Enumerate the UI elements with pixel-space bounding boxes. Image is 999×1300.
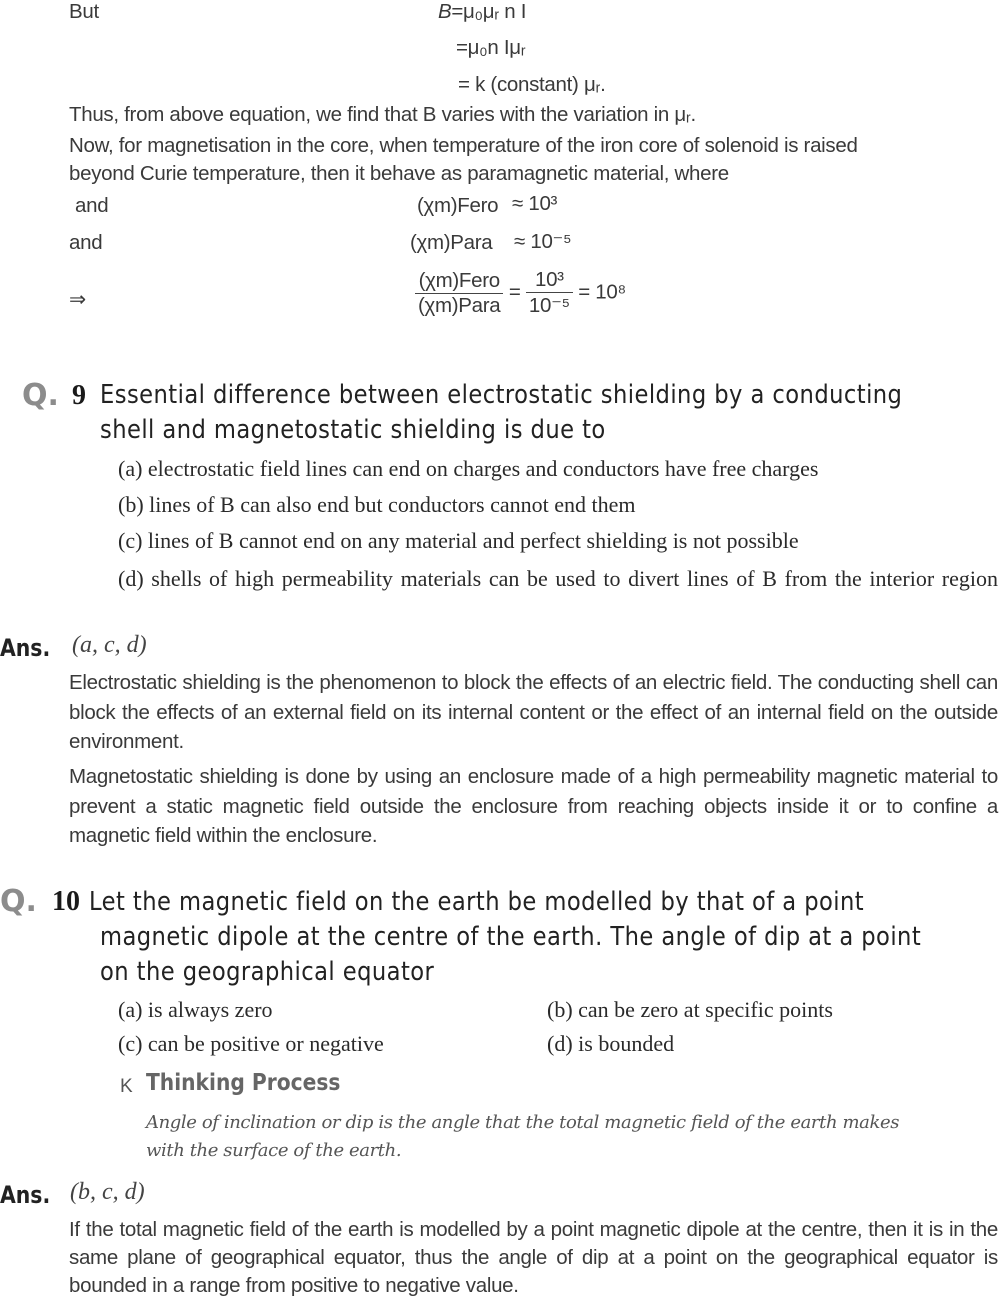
and-label-1: and xyxy=(75,194,109,217)
value-ratio: $\frac{\text{10³}}{\text{10⁻⁵}}$ xyxy=(526,268,573,318)
and-label-2: and xyxy=(69,231,103,254)
question-marker-icon: Q. xyxy=(0,884,37,919)
eq1-lhs: B xyxy=(438,0,452,23)
chi-para: (χm)Para xyxy=(410,231,493,254)
ratio-result: = 10⁸ xyxy=(578,280,626,304)
q9-explanation-2: Magnetostatic shielding is done by using an enclosure made of a high permeability magnetic material to prevent a static magnetic field outside the enclosure from reaching objects inside it or to confine a magnetic field within the enclosure. xyxy=(69,765,998,847)
q9-explanation-1: Electrostatic shielding is the phenomenon to block the effects of an electric field. The conducting shell can block the effects of an external field on its internal content or the effect of an internal field on the outside environment. xyxy=(69,671,998,753)
thinking-process-text-line-2: with the surface of the earth. xyxy=(146,1140,402,1161)
question-marker-icon: Q. xyxy=(22,378,59,413)
q10-text-line-3: on the geographical equator xyxy=(100,957,435,987)
thinking-process-title: Thinking Process xyxy=(146,1070,341,1096)
curie-paragraph-line-1: Now, for magnetisation in the core, when temperature of the iron core of solenoid is raised xyxy=(69,134,858,157)
equation-line-3: = k (constant) μᵣ. xyxy=(458,73,606,96)
chi-fero-value: ≈ 10³ xyxy=(512,192,558,215)
conclusion-text: Thus, from above equation, we find that B varies with the variation in μᵣ. xyxy=(69,103,696,126)
answer-value: (a, c, d) xyxy=(72,632,147,658)
q9-option-a: (a) electrostatic field lines can end on charges and conductors have free charges xyxy=(118,456,819,481)
q10-option-b: (b) can be zero at specific points xyxy=(547,997,833,1022)
q9-text-line-1: Essential difference between electrostatic shielding by a conducting xyxy=(100,380,903,410)
chi-para-value: ≈ 10⁻⁵ xyxy=(514,230,572,253)
q10-text-line-2: magnetic dipole at the centre of the earth. The angle of dip at a point xyxy=(100,922,922,952)
q10-option-d: (d) is bounded xyxy=(547,1031,675,1056)
q10-option-a: (a) is always zero xyxy=(118,997,273,1022)
eq1-rhs: =μ₀μᵣ n I xyxy=(451,0,527,23)
q9-text-line-2: shell and magnetostatic shielding is due to xyxy=(100,415,606,445)
chi-fero: (χm)Fero xyxy=(417,194,499,217)
equals-sign: = xyxy=(508,280,526,304)
but-label: But xyxy=(69,0,99,23)
question-number: 9 xyxy=(72,380,86,411)
q10-text-line-1: Let the magnetic field on the earth be modelled by that of a point xyxy=(89,887,865,917)
implies-arrow: ⇒ xyxy=(69,288,86,311)
curie-paragraph-line-2: beyond Curie temperature, then it behave as paramagnetic material, where xyxy=(69,162,729,185)
q9-option-c: (c) lines of B cannot end on any material and perfect shielding is not possible xyxy=(118,528,799,553)
chi-ratio: $\frac{\text{(χm)Fero}}{\text{(χm)Para}}$ xyxy=(415,269,503,318)
ratio-fraction xyxy=(415,268,626,318)
equation-line-2: =μ₀n Iμᵣ xyxy=(456,36,526,59)
q10-option-c: (c) can be positive or negative xyxy=(118,1031,384,1056)
q10-explanation: If the total magnetic field of the earth is modelled by a point magnetic dipole at the centre, then it is in the same plane of geographical equator, thus the angle of dip at a point on the geographical equator is bounded in a range from positive to negative value. xyxy=(69,1218,998,1297)
thinking-process-icon: K xyxy=(120,1076,133,1097)
answer-label: Ans. xyxy=(0,1181,51,1209)
equation-line-1 xyxy=(438,0,526,24)
answer-value: (b, c, d) xyxy=(70,1179,145,1205)
q9-option-d: (d) shells of high permeability materials can be used to divert lines of B from the interior region xyxy=(118,566,999,591)
answer-label: Ans. xyxy=(0,634,51,662)
thinking-process-text-line-1: Angle of inclination or dip is the angle that the total magnetic field of the earth makes xyxy=(146,1112,900,1133)
question-number: 10 xyxy=(52,886,80,917)
q9-option-b: (b) lines of B can also end but conductors cannot end them xyxy=(118,492,636,517)
